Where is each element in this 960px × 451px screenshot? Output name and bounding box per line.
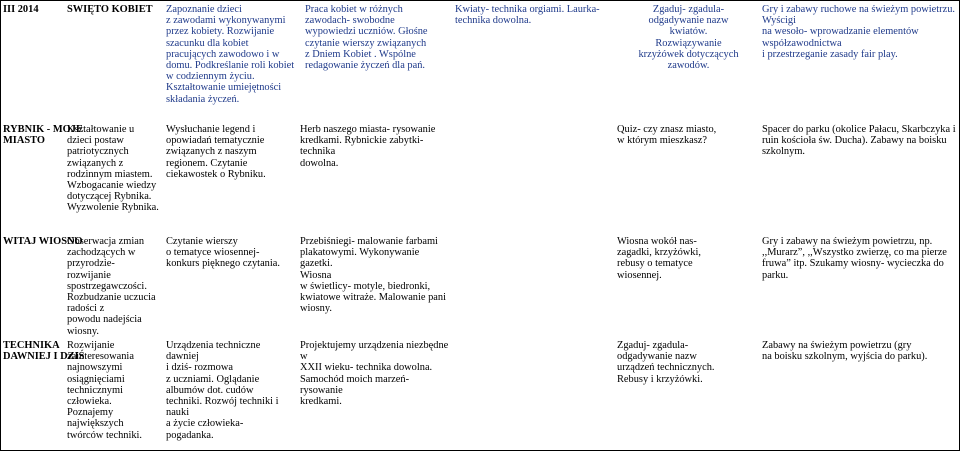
art-activities: Herb naszego miasta- rysowanie kredkami. Rybnickie zabytki- technika dowolna. [300, 124, 436, 169]
theme-title: WITAJ WIOSNO [3, 236, 83, 247]
educational-goals: Rozwijanie zainteresowania najnowszymi osiągnięciami technicznymi człowieka. Poznajemy największych twórców techniki. [67, 340, 143, 441]
puzzles-games: Quiz- czy znasz miasto, w którym mieszkasz? [617, 124, 717, 147]
educational-goals: Obserwacja zmian zachodzących w przyrodzie- rozwijanie spostrzegawczości. Rozbudzanie uczucia radości z powodu nadejścia wiosny. [67, 236, 156, 337]
puzzles-games: Zgaduj- zgadula- odgadywanie nazw urządzeń technicznych. Rebusy i krzyżówki. [617, 340, 715, 385]
outdoor-activities: Gry i zabawy ruchowe na świeżym powietrzu. Wyścigi na wesoło- wprowadzanie elementów współzawodnictwa i przestrzeganie zasady fair play. [762, 4, 956, 60]
month-cell: III 2014 [3, 4, 39, 15]
outdoor-activities: Spacer do parku (okolice Pałacu, Skarbczyka i ruin kościoła św. Ducha). Zabawy na boisku szkolnym. [762, 124, 956, 158]
outdoor-activities: Zabawy na świeżym powietrzu (gry na boisku szkolnym, wyjścia do parku). [762, 340, 928, 363]
art-activities: Przebiśniegi- malowanie farbami plakatowymi. Wykonywanie gazetki. Wiosna w świetlicy- motyle, biedronki, kwiatowe witraże. Malowanie pani wiosny. [300, 236, 446, 315]
theme-title: ŚWIĘTO KOBIET [67, 4, 153, 15]
theme-title: TECHNIKA DAWNIEJ I DZIŚ [3, 340, 85, 363]
puzzles-games: Zgaduj- zgadula- odgadywanie nazw kwiatów. Rozwiązywanie krzyżówek dotyczących zawodów. [638, 4, 739, 72]
educational-goals: Kształtowanie u dzieci postaw patriotycznych związanych z rodzinnym miastem. Wzbogacanie wiedzy dotyczącej Rybnika. Wyzwolenie Rybnika. [67, 124, 159, 214]
row-divider [0, 0, 960, 1]
educational-goals: Zapoznanie dzieci z zawodami wykonywanymi przez kobiety. Rozwijanie szacunku dla kobiet pracujących zawodowo i w domu. Podkreślanie roli kobiet w codziennym życiu. Kształtowanie umiejętności składania życzeń. [166, 4, 295, 105]
outdoor-activities: Gry i zabawy na świeżym powietrzu, np. ,,Murarz”, ,,Wszystko zwierzę, co ma pierze fruwa” itp. Szukamy wiosny- wycieczka do parku. [762, 236, 947, 281]
reading-activities: Czytanie wierszy o tematyce wiosennej- konkurs pięknego czytania. [166, 236, 280, 270]
theme-title: RYBNIK - MOJE MIASTO [3, 124, 83, 147]
art-activities: Kwiaty- technika orgiami. Laurka- technika dowolna. [455, 4, 600, 27]
reading-activities: Urządzenia techniczne dawniej i dziś- rozmowa z uczniami. Oglądanie albumów dot. cudów techniki. Rozwój techniki i nauki a życie człowieka- pogadanka. [166, 340, 279, 441]
reading-activities: Praca kobiet w różnych zawodach- swobodne wypowiedzi uczniów. Głośne czytanie wierszy związanych z Dniem Kobiet . Wspólne redagowanie życzeń dla pań. [305, 4, 428, 72]
art-activities: Projektujemy urządzenia niezbędne w XXII wieku- technika dowolna. Samochód moich marzeń- rysowanie kredkami. [300, 340, 449, 408]
column-divider [0, 0, 1, 451]
reading-activities: Wysłuchanie legend i opowiadań tematycznie związanych z naszym regionem. Czytanie ciekawostek o Rybniku. [166, 124, 266, 180]
puzzles-games: Wiosna wokół nas- zagadki, krzyżówki, rebusy o tematyce wiosennej. [617, 236, 701, 281]
